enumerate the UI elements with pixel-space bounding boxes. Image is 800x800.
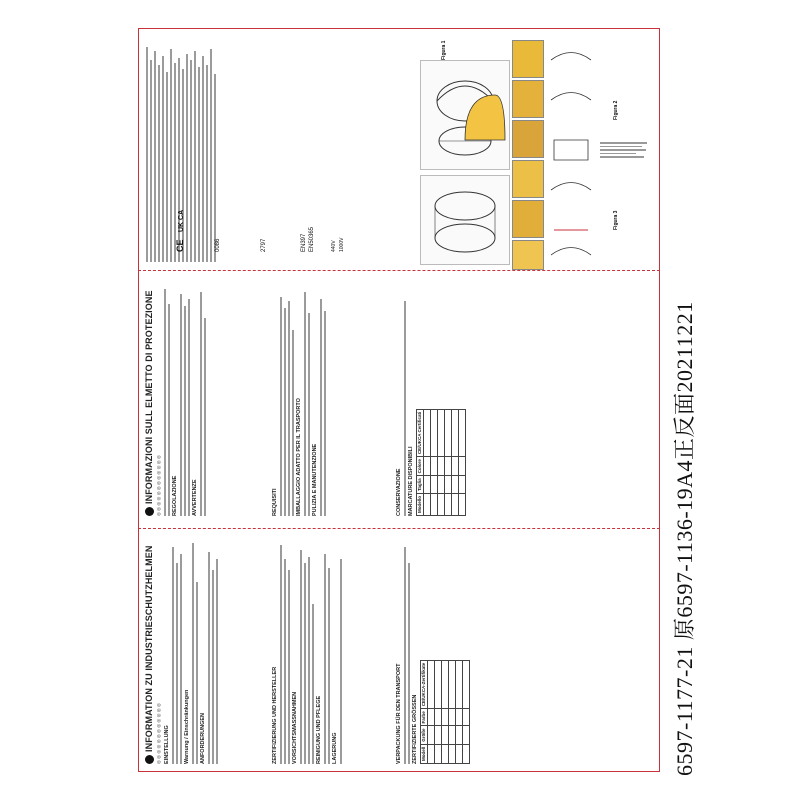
fitting-photo-strip — [512, 40, 544, 270]
table-header: Größe — [421, 726, 428, 744]
helmet-photo — [512, 240, 544, 270]
table-header: CE/UKCA-Zertifikate — [421, 660, 428, 709]
ukca-mark: UK CA — [178, 209, 185, 232]
left-panel-table-block — [392, 532, 512, 768]
body-text — [172, 536, 182, 764]
left-panel — [142, 532, 266, 768]
section-heading: REINIGUNG UND PFLEGE — [316, 695, 322, 764]
standard-number: EN50365 — [309, 226, 315, 252]
helmet-side-illustration — [455, 80, 510, 160]
body-text — [324, 536, 330, 764]
fitting-diagram-strip — [546, 40, 596, 270]
section-heading: REQUISITI — [272, 488, 278, 516]
table-header: Taglia — [417, 476, 424, 494]
section-heading: VERPACKUNG FÜR DEN TRANSPORT — [396, 663, 402, 764]
left-panel-continued — [268, 532, 388, 768]
section-heading: MARCATURE DISPONIBILI — [408, 446, 414, 516]
language-flags: ◎ ◎ ◎ ◎ ◎ ◎ ◎ ◎ ◎ ◎ ◎ ◎ — [156, 455, 162, 516]
section-heading: Warnung / Einschränkungen — [184, 689, 191, 764]
document-code-label: 6597-1177-21 原6597-1136-19A4正反面20211221 — [672, 301, 697, 776]
section-heading: IMBALLAGGIO ADATTO PER IL TRASPORTO — [296, 398, 302, 516]
section-heading: REGOLAZIONE — [172, 475, 179, 516]
body-text — [208, 536, 218, 764]
figure-label: Figura 3 — [613, 210, 619, 230]
middle-panel-continued — [268, 276, 388, 520]
body-text — [404, 280, 406, 516]
notified-body-number: 0086 — [215, 238, 221, 252]
section-heading: LAGERUNG — [332, 732, 338, 764]
table-header: Farbe — [421, 709, 428, 726]
body-text — [320, 280, 326, 516]
section-heading: EINSTELLUNG — [164, 725, 171, 764]
helmet-icon — [145, 755, 154, 764]
table-header: Modello — [417, 494, 424, 516]
body-text — [280, 280, 294, 516]
body-text — [404, 536, 410, 764]
table-header: CE/UKCA Certificati — [417, 409, 424, 456]
language-flags: ◎ ◎ ◎ ◎ ◎ ◎ ◎ ◎ ◎ ◎ ◎ ◎ — [156, 703, 162, 764]
helmet-photo — [512, 80, 544, 118]
panel-title: INFORMATION ZU INDUSTRIESCHUTZHELMEN — [144, 536, 154, 764]
body-text — [192, 536, 198, 764]
figure-label: Figura 2 — [613, 100, 619, 120]
notified-body-number: 2797 — [261, 238, 267, 252]
section-heading: PULIZIA E MANUTENZIONE — [312, 443, 318, 516]
section-heading: ANFORDERUNGEN — [200, 712, 207, 764]
helmet-icon — [145, 507, 154, 516]
figure-label: Figura 1 — [441, 40, 447, 60]
table-header: Modell — [421, 744, 428, 763]
body-text — [164, 280, 170, 516]
section-heading: VORSICHTSMASSNAHMEN — [292, 691, 298, 764]
ce-mark: CE — [175, 239, 185, 252]
certified-models-table — [416, 409, 466, 516]
standard-number: EN397 — [301, 233, 307, 252]
helmet-photo — [512, 40, 544, 78]
certified-sizes-table — [420, 660, 470, 764]
body-text — [180, 280, 190, 516]
section-heading: AVVERTENZE — [192, 479, 199, 516]
helmet-photo — [512, 160, 544, 198]
middle-panel — [142, 276, 266, 520]
section-heading: ZERTIFIZIERUNG UND HERSTELLER — [272, 666, 278, 764]
harness-diagram-illustration — [420, 175, 510, 265]
voltage-rating: 1000V — [339, 237, 345, 252]
section-heading: ZERTIFIZIERTE GRÖSSEN — [412, 694, 418, 764]
voltage-rating: 440V — [331, 240, 337, 252]
body-text — [300, 536, 314, 764]
body-text — [304, 280, 310, 516]
body-text — [340, 536, 342, 764]
middle-panel-table-block — [392, 276, 512, 520]
instruction-text-block — [600, 140, 652, 260]
body-text — [280, 536, 290, 764]
fold-divider — [138, 270, 660, 271]
fold-divider — [138, 528, 660, 529]
helmet-photo — [512, 120, 544, 158]
body-text — [200, 280, 206, 516]
table-header: Colore — [417, 457, 424, 476]
section-heading: CONSERVAZIONE — [396, 468, 402, 516]
helmet-photo — [512, 200, 544, 238]
panel-title: INFORMAZIONI SULL ELMETTO DI PROTEZIONE — [144, 280, 154, 516]
